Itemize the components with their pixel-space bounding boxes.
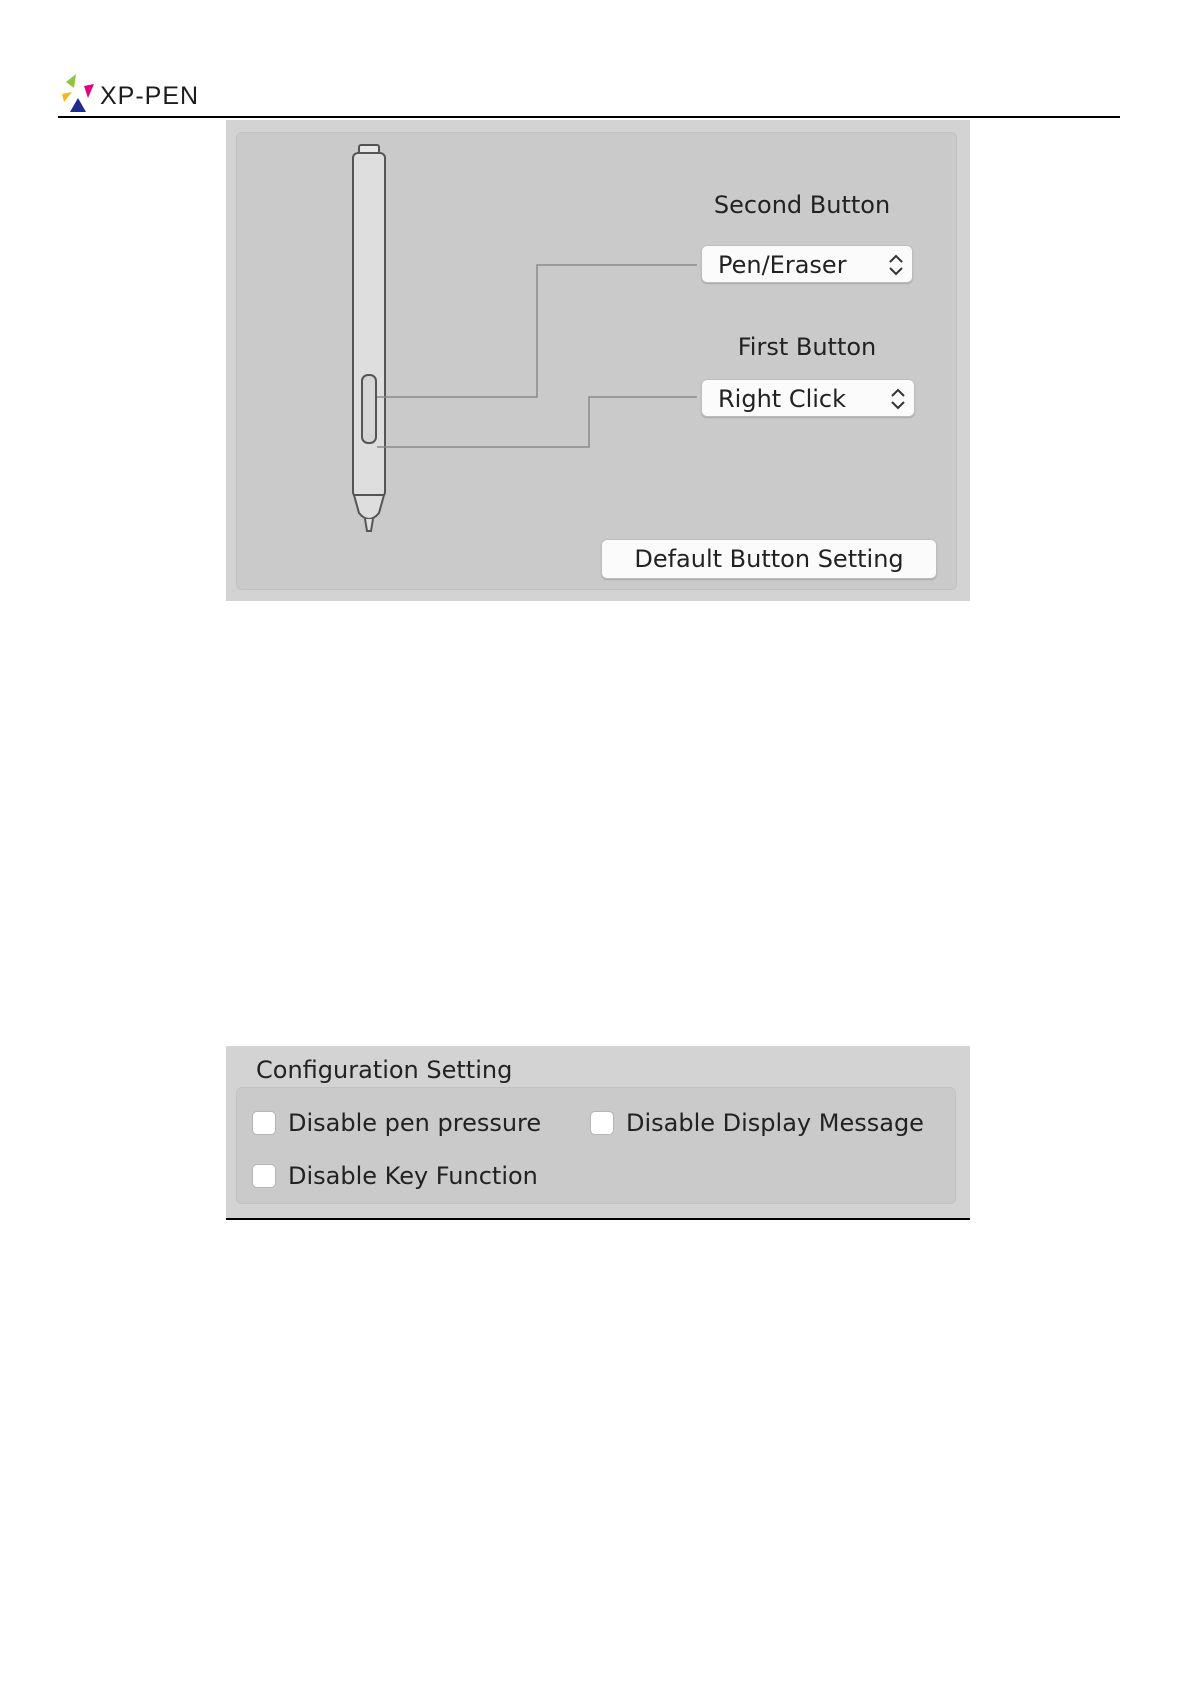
chevron-up-down-icon: [888, 253, 904, 277]
second-button-label: Second Button: [713, 191, 891, 219]
brand-name: XP-PEN: [100, 82, 200, 110]
checkbox-label: Disable pen pressure: [288, 1109, 542, 1137]
disable-display-message-checkbox[interactable]: [590, 1109, 930, 1139]
brand-logo: [60, 70, 280, 116]
checkbox-box[interactable]: [252, 1111, 276, 1135]
configuration-divider: [226, 1218, 970, 1220]
checkbox-label: Disable Key Function: [288, 1162, 538, 1190]
first-button-select[interactable]: [701, 379, 915, 417]
checkbox-label: Disable Display Message: [626, 1109, 924, 1137]
chevron-up-down-icon: [890, 387, 906, 411]
header-divider: [58, 116, 1120, 118]
pen-button-panel: [226, 120, 970, 601]
page-header: [60, 70, 1120, 116]
checkbox-box[interactable]: [590, 1111, 614, 1135]
configuration-options: [236, 1087, 956, 1204]
xp-pen-logo-icon: [60, 72, 96, 116]
first-button-label: First Button: [737, 333, 877, 361]
default-button-setting-button[interactable]: Default Button Setting: [601, 539, 937, 579]
checkbox-box[interactable]: [252, 1164, 276, 1188]
second-button-select[interactable]: [701, 245, 913, 283]
disable-key-function-checkbox[interactable]: [252, 1162, 552, 1192]
second-button-value: Pen/Eraser: [718, 251, 847, 279]
configuration-panel: [226, 1046, 970, 1218]
first-button-value: Right Click: [718, 385, 847, 413]
pen-button-group: [236, 132, 957, 590]
configuration-title: Configuration Setting: [256, 1056, 513, 1084]
disable-pen-pressure-checkbox[interactable]: [252, 1109, 552, 1139]
